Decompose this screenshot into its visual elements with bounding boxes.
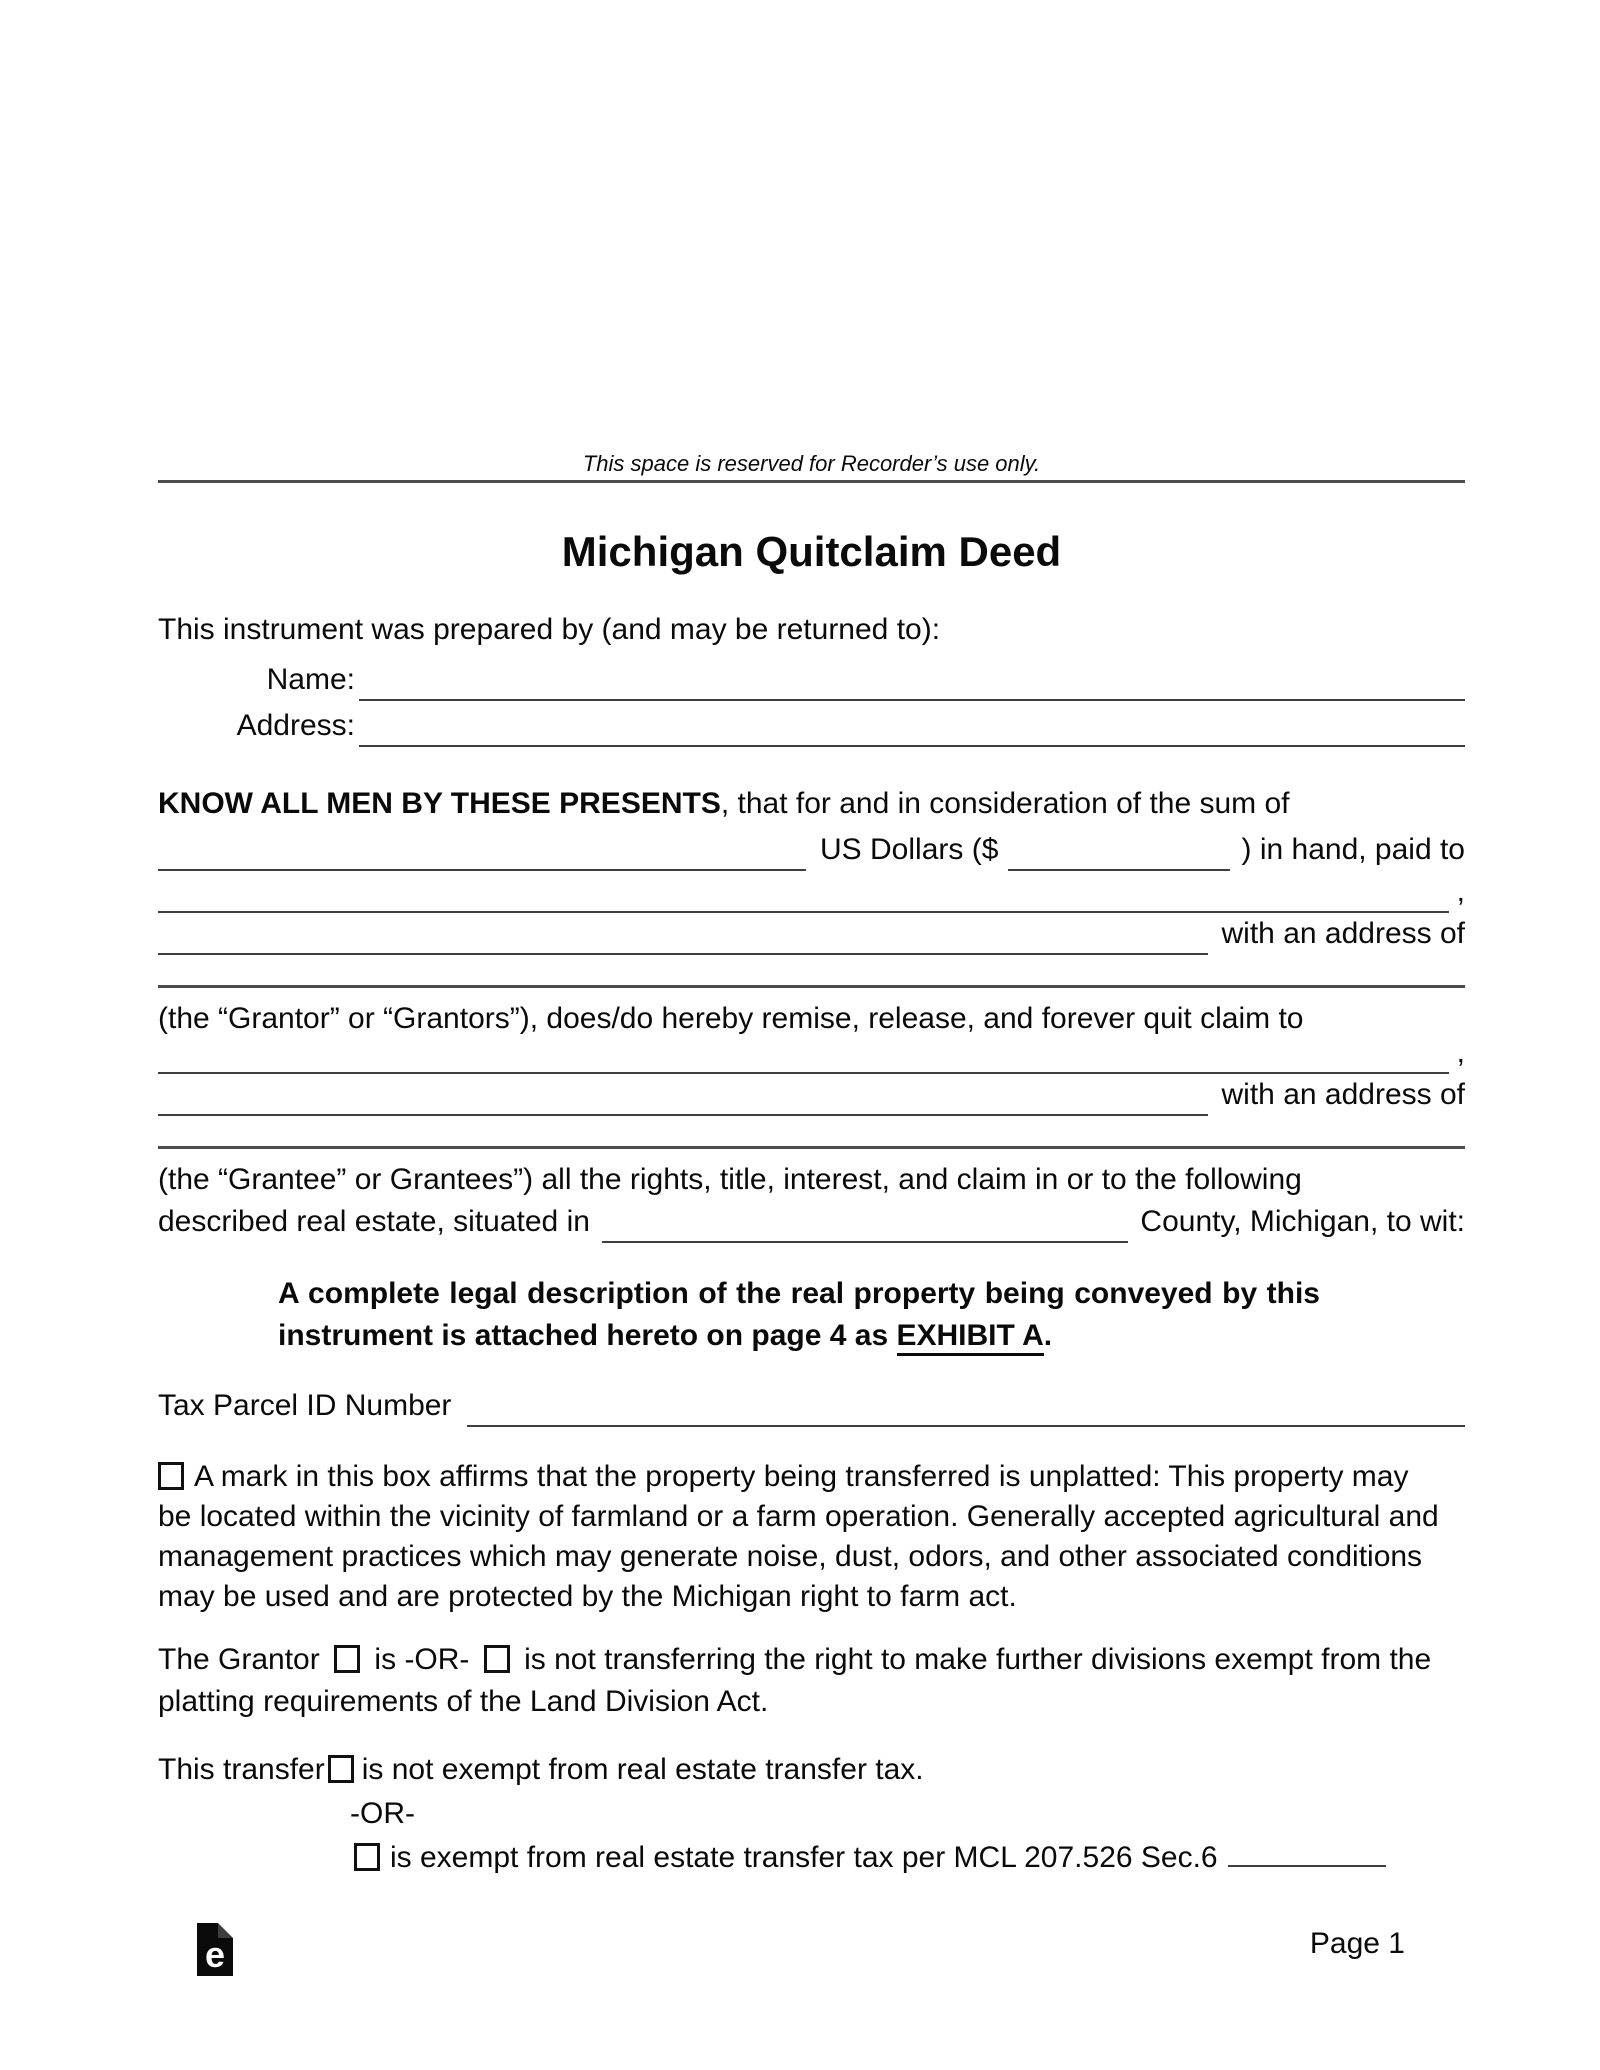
address-fill-line[interactable] xyxy=(359,711,1465,747)
consideration-sum-row xyxy=(158,829,1465,871)
in-hand-label: ) in hand, paid to xyxy=(1241,833,1465,866)
transfer-exempt-line: is exempt from real estate transfer tax per MCL 207.526 Sec.6 xyxy=(354,1837,1465,1879)
sum-words-fill-line[interactable] xyxy=(158,835,806,871)
know-bold-text: KNOW ALL MEN BY THESE PRESENTS xyxy=(158,787,721,820)
exempt-checkbox[interactable] xyxy=(354,1843,380,1871)
unplatted-checkbox[interactable] xyxy=(158,1462,184,1490)
divisions-or-text: -OR- xyxy=(404,1643,470,1676)
legal-description-line2: instrument is attached hereto on page 4 as EXHIBIT A. xyxy=(278,1315,1320,1357)
situated-row xyxy=(158,1201,1465,1243)
section-divider xyxy=(158,985,1465,988)
document-content xyxy=(158,0,1465,1879)
legal-description-line1: A complete legal description of the real property being conveyed by this xyxy=(278,1277,1320,1310)
page-title: Michigan Quitclaim Deed xyxy=(561,528,1062,575)
transfer-not-exempt-line: This transfer is not exempt from real estate transfer tax. xyxy=(158,1753,924,1786)
county-fill-line[interactable] xyxy=(602,1207,1128,1243)
comma-text: , xyxy=(1456,1036,1465,1069)
address-label: Address: xyxy=(236,709,355,742)
divisions-line1: The Grantor is -OR- is not transferring the right to make further divisions exempt from the xyxy=(158,1643,1432,1676)
page-number: Page 1 xyxy=(1309,1927,1405,1960)
sum-amount-fill-line[interactable] xyxy=(1008,835,1229,871)
situated-prefix: described real estate, situated in xyxy=(158,1205,590,1238)
with-address-label: with an address of xyxy=(1221,1078,1465,1111)
recorder-note: This space is reserved for Recorder’s use only. xyxy=(582,451,1041,476)
know-all-men-line xyxy=(158,783,1465,825)
grantee-name-row xyxy=(158,1032,1465,1074)
eforms-logo-icon xyxy=(197,1923,233,1976)
unplatted-line1: A mark in this box affirms that the property being transferred is unplatted: This property may xyxy=(158,1457,1465,1497)
unplatted-line4: may be used and are protected by the Michigan right to farm act. xyxy=(158,1580,1017,1613)
us-dollars-label: US Dollars ($ xyxy=(820,833,999,866)
divisions-line2: platting requirements of the Land Division Act. xyxy=(158,1685,769,1718)
tax-parcel-fill-line[interactable] xyxy=(467,1391,1465,1427)
recorder-divider xyxy=(158,480,1465,483)
section-divider xyxy=(158,1146,1465,1149)
grantor-name-row xyxy=(158,871,1465,913)
unplatted-line3: management practices which may generate noise, dust, odors, and other associated conditions xyxy=(158,1540,1423,1573)
grantor-clause: (the “Grantor” or “Grantors”), does/do hereby remise, release, and forever quit claim to xyxy=(158,1002,1304,1035)
comma-text: , xyxy=(1456,875,1465,908)
divisions-paragraph xyxy=(158,1639,1465,1723)
grantor-address-fill-line[interactable] xyxy=(158,919,1208,955)
grantee-address-row xyxy=(158,1074,1465,1116)
know-rest-text: , that for and in consideration of the sum of xyxy=(720,787,1290,820)
logo-letter: e xyxy=(204,1934,226,1975)
grantee-clause: (the “Grantee” or Grantees”) all the rights, title, interest, and claim in or to the following xyxy=(158,1163,1302,1196)
preparer-intro: This instrument was prepared by (and may be returned to): xyxy=(158,613,941,646)
grantee-address-fill-line[interactable] xyxy=(158,1080,1208,1116)
situated-suffix: County, Michigan, to wit: xyxy=(1140,1205,1465,1238)
exhibit-a-reference: EXHIBIT A xyxy=(897,1319,1044,1356)
legal-description-paragraph xyxy=(278,1273,1320,1357)
tax-parcel-label: Tax Parcel ID Number xyxy=(158,1389,452,1422)
divisions-is-not-checkbox[interactable] xyxy=(484,1645,510,1673)
preparer-name-row xyxy=(158,659,1465,701)
grantor-address-row xyxy=(158,913,1465,955)
grantee-name-fill-line[interactable] xyxy=(158,1038,1449,1074)
not-exempt-checkbox[interactable] xyxy=(328,1755,354,1783)
transfer-or-line: -OR- xyxy=(350,1797,415,1830)
grantor-name-fill-line[interactable] xyxy=(158,877,1449,913)
unplatted-line2: be located within the vicinity of farmland or a farm operation. Generally accepted agricultural and xyxy=(158,1500,1439,1533)
unplatted-paragraph xyxy=(158,1457,1465,1617)
with-address-label: with an address of xyxy=(1221,917,1465,950)
tax-parcel-row xyxy=(158,1385,1465,1427)
preparer-address-row xyxy=(158,705,1465,747)
name-fill-line[interactable] xyxy=(359,665,1465,701)
divisions-is-checkbox[interactable] xyxy=(334,1645,360,1673)
exempt-section-fill-line[interactable] xyxy=(1228,1841,1386,1867)
name-label: Name: xyxy=(266,663,355,696)
